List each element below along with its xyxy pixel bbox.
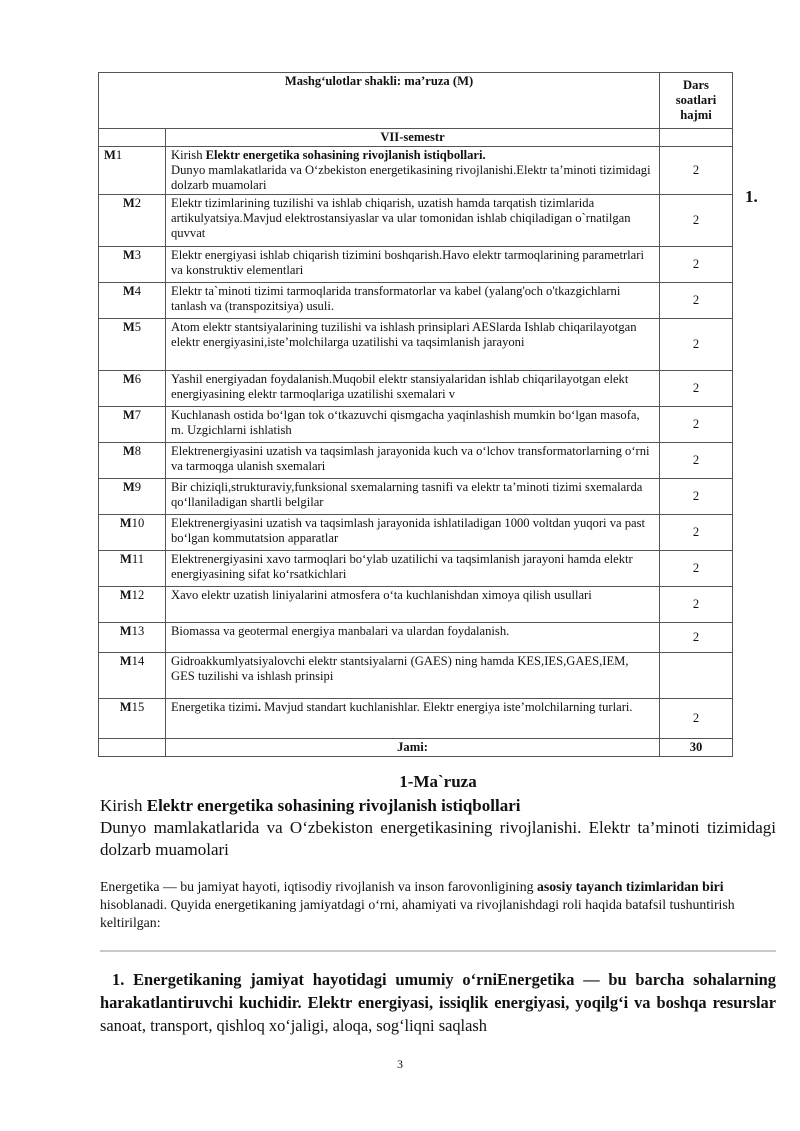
lecture-hours: 2 (660, 371, 733, 407)
lecture-code-prefix: M (104, 148, 116, 162)
lecture-hours: 2 (660, 247, 733, 283)
lecture-subtitle-bold: Elektr energetika sohasining rivojlanish istiqbollari (146, 796, 521, 815)
topic-text: Biomassa va geotermal energiya manbalari va ulardan foydalanish. (171, 624, 510, 638)
lecture-schedule-table (98, 72, 733, 757)
lecture-code-number: 8 (134, 444, 142, 458)
topic-text: Kuchlanash ostida bo‘lgan tok o‘tkazuvchi qismgacha yaqinlashish mumkin bo‘lgan masofa, m. Uzgichlarni ishlatish (171, 408, 640, 437)
topic-text: Dunyo mamlakatlarida va O‘zbekiston energetikasining rivojlanishi.Elektr ta’minoti tizimidagi dolzarb muamolari (171, 163, 651, 192)
lecture-hours: 2 (660, 479, 733, 515)
lecture-hours: 2 (660, 587, 733, 623)
topic-text: Elektr tizimlarining tuzilishi va ishlab chiqarish, uzatish hamda tarqatish tizimlarida artikulyatsiya.Mavjud elektrostansiyaslar va ular tomonidan ishlab chiqiladigan o`rnatilgan quvvat (171, 196, 631, 240)
lecture-topic (166, 515, 660, 551)
table-row (99, 283, 733, 319)
topic-text: Xavo elektr uzatish liniyalarini atmosfera o‘ta kuchlanishdan ximoya qilish usullari (171, 588, 592, 602)
table-row (99, 247, 733, 283)
table-row (99, 147, 733, 195)
table-row (99, 479, 733, 515)
lecture-topic (166, 319, 660, 371)
table-row (99, 623, 733, 653)
lecture-code-number: 11 (131, 552, 145, 566)
lecture-topic (166, 283, 660, 319)
lecture-hours: 2 (660, 283, 733, 319)
topic-text-rest: Mavjud standart kuchlanishlar. Elektr energiya iste’molchilarning turlari. (261, 700, 633, 714)
lecture-code (99, 479, 166, 515)
lecture-topic (166, 653, 660, 699)
section-1-rest: sanoat, transport, qishloq xo‘jaligi, aloqa, sog‘liqni saqlash (100, 1016, 487, 1035)
lecture-hours: 2 (660, 551, 733, 587)
lecture-code-prefix: M (122, 372, 135, 386)
topic-text: Yashil energiyadan foydalanish.Muqobil elektr stansiyalaridan ishlab chiqarilayotgan elekt energiyasining elektr tarmoqlariga uzatilishi sxemalari v (171, 372, 629, 401)
topic-text: Elektr energiyasi ishlab chiqarish tizimini boshqarish.Havo elektr tarmoqlarining parametrlari va konstruktiv elementlari (171, 248, 644, 277)
semester-blank-cell (99, 129, 166, 147)
lecture-topic (166, 195, 660, 247)
lecture-hours: 2 (660, 515, 733, 551)
lecture-code-prefix: M (119, 588, 132, 602)
table-row (99, 515, 733, 551)
lecture-code-number: 4 (134, 284, 142, 298)
topic-text: Elektrenergiyasini xavo tarmoqlari bo‘ylab uzatilichi va taqsimlanish jarayoni hamda elektr energiyasining sifat ko‘rsatkichlari (171, 552, 633, 581)
lecture-code (99, 407, 166, 443)
table-row (99, 443, 733, 479)
lecture-code-number: 1 (115, 148, 123, 162)
lecture-code-number: 6 (134, 372, 142, 386)
table-row (99, 587, 733, 623)
table-row (99, 407, 733, 443)
lecture-code (99, 653, 166, 699)
topic-bold: Elektr energetika sohasining rivojlanish istiqbollari. (205, 148, 486, 162)
lecture-code-prefix: M (122, 248, 135, 262)
lecture-code-prefix: M (119, 624, 132, 638)
table-header-title: Mashg‘ulotlar shakli: ma’ruza (M) (99, 73, 660, 129)
lecture-topic (166, 699, 660, 739)
topic-text: Elektr ta`minoti tizimi tarmoqlarida transformatorlar va kabel (yalang'och o'tkazgichlarni tanlash va (transpozitsiya) usuli. (171, 284, 621, 313)
lecture-code (99, 283, 166, 319)
lecture-hours: 2 (660, 407, 733, 443)
total-hours: 30 (660, 739, 733, 757)
lecture-hours (660, 653, 733, 699)
lecture-topic (166, 371, 660, 407)
section-divider (100, 950, 776, 952)
lecture-code-prefix: M (122, 480, 135, 494)
topic-text: Bir chiziqli,strukturaviy,funksional sxemalarning tasnifi va elektr ta’minoti tizimi sxemalarda qo‘llaniladigan shartli belgilar (171, 480, 643, 509)
topic-dot: . (257, 700, 262, 714)
intro-text-b: hisoblanadi. Quyida energetikaning jamiyatdagi o‘rni, ahamiyati va rivojlanishdagi roli haqida batafsil tushuntirish keltirilgan: (100, 897, 735, 930)
table-row (99, 699, 733, 739)
lecture-topic (166, 479, 660, 515)
lecture-code-number: 14 (131, 654, 145, 668)
lecture-code-prefix: M (119, 552, 132, 566)
lecture-subtitle (100, 795, 776, 816)
table-row (99, 371, 733, 407)
semester-hours-blank (660, 129, 733, 147)
lecture-code-number: 5 (134, 320, 142, 334)
table-row (99, 653, 733, 699)
lecture-topic (166, 551, 660, 587)
lecture-code-prefix: M (122, 320, 135, 334)
table-header-hours: Dars soatlari hajmi (660, 73, 733, 129)
lecture-hours: 2 (660, 699, 733, 739)
lecture-code-number: 12 (131, 588, 145, 602)
topic-text: Gidroakkumlyatsiyalovchi elektr stantsiyalarni (GAES) ning hamda KES,IES,GAES,IEM, GES tuzilishi va ishlash prinsipi (171, 654, 629, 683)
lecture-hours: 2 (660, 147, 733, 195)
lecture-code-prefix: M (122, 444, 135, 458)
topic-text: Atom elektr stantsiyalarining tuzilishi va ishlash prinsiplari AESlarda Ishlab chiqarilayotgan elektr energiyasini,iste’molchilarga uzatilishi va taqsimlanish jarayoni (171, 320, 637, 349)
section-1-bold: 1. Energetikaning jamiyat hayotidagi umumiy o‘rniEnergetika — bu barcha sohalarning harakatlantiruvchi kuchidir. Elektr energiyasi, issiqlik energiyasi, yoqilg‘i va boshqa resurslar (100, 970, 776, 1012)
page-number: 3 (397, 1057, 403, 1071)
total-blank-cell (99, 739, 166, 757)
lecture-code (99, 147, 166, 195)
lecture-code-number: 10 (131, 516, 145, 530)
lecture-topic (166, 407, 660, 443)
lecture-topic (166, 443, 660, 479)
lecture-code-prefix: M (122, 284, 135, 298)
table-row (99, 195, 733, 247)
lecture-code (99, 515, 166, 551)
lecture-code-prefix: M (119, 700, 132, 714)
lecture-code (99, 699, 166, 739)
lecture-code (99, 371, 166, 407)
lecture-topic (166, 147, 660, 195)
lecture-code (99, 319, 166, 371)
lecture-code-number: 7 (134, 408, 142, 422)
section-1-paragraph (100, 968, 776, 1037)
lecture-code (99, 587, 166, 623)
topic-text: Energetika tizimi (171, 700, 258, 714)
intro-text-a: Energetika — bu jamiyat hayoti, iqtisodiy rivojlanish va inson farovonligining (100, 879, 537, 894)
lecture-code-prefix: M (122, 408, 135, 422)
lecture-code-number: 13 (131, 624, 145, 638)
lecture-hours: 2 (660, 319, 733, 371)
lecture-code-number: 3 (134, 248, 142, 262)
lecture-code-number: 9 (134, 480, 142, 494)
lecture-topic (166, 587, 660, 623)
lecture-code-prefix: M (119, 654, 132, 668)
lecture-code-number: 15 (131, 700, 145, 714)
lecture-topic (166, 623, 660, 653)
table-row (99, 551, 733, 587)
lecture-code-prefix: M (122, 196, 135, 210)
lecture-hours: 2 (660, 623, 733, 653)
lecture-code (99, 551, 166, 587)
total-label: Jami: (166, 739, 660, 757)
intro-text-bold: asosiy tayanch tizimlaridan biri (536, 879, 724, 894)
table-total-row (99, 739, 733, 757)
lecture-subtitle-prefix: Kirish (100, 796, 147, 815)
topic-prefix: Kirish (171, 148, 206, 162)
table-row (99, 319, 733, 371)
lecture-title: 1-Ma`ruza (399, 772, 477, 791)
semester-label: VII-semestr (166, 129, 660, 147)
lecture-hours: 2 (660, 195, 733, 247)
topic-text: Elektrenergiyasini uzatish va taqsimlash jarayonida kuch va o‘lchov transformatorlarning o‘rni va tarmoqga ulanish sxemalari (171, 444, 650, 473)
lecture-code (99, 443, 166, 479)
lecture-code (99, 247, 166, 283)
lecture-topic (166, 247, 660, 283)
lecture-code (99, 623, 166, 653)
topic-text: Elektrenergiyasini uzatish va taqsimlash jarayonida ishlatiladigan 1000 voltdan yuqori va past bo‘lgan kommutatsion apparatlar (171, 516, 646, 545)
lecture-code-number: 2 (134, 196, 142, 210)
lecture-code (99, 195, 166, 247)
lecture-hours: 2 (660, 443, 733, 479)
lecture-code-prefix: M (119, 516, 132, 530)
lecture-subtitle-2: Dunyo mamlakatlarida va O‘zbekiston energetikasining rivojlanishi. Elektr ta’minoti tizimidagi dolzarb muamolari (100, 818, 776, 859)
intro-paragraph (100, 878, 776, 932)
side-section-number: 1. (745, 187, 758, 206)
